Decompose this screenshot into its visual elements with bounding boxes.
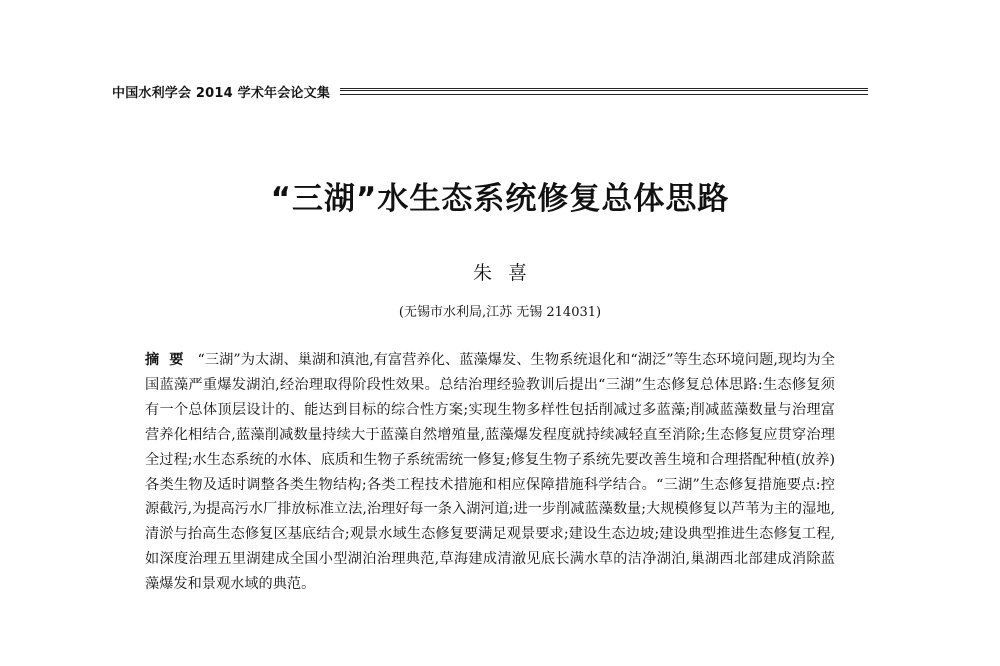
- abstract-label: 摘要: [145, 352, 194, 368]
- article-title: “三湖”水生态系统修复总体思路: [270, 181, 730, 217]
- abstract: [145, 348, 835, 597]
- abstract-text: “三湖”为太湖、巢湖和滇池,有富营养化、蓝藻爆发、生物系统退化和“湖泛”等生态环境问题,现均为全国蓝藻严重爆发湖泊,经治理取得阶段性效果。总结治理经验教训后提出“三湖”生态修复总体思路:生态修复须有一个总体顶层设计的、能达到目标的综合性方案;实现生物多样性包括削减过多蓝藻;削减蓝藻数量与治理富营养化相结合,蓝藻削减数量持续大于蓝藻自然增殖量,蓝藻爆发程度就持续减轻直至消除;生态修复应贯穿治理全过程;水生态系统的水体、底质和生物子系统需统一修复;修复生物子系统先要改善生境和合理搭配种植(放养)各类生物及适时调整各类生物结构;各类工程技术措施和相应保障措施科学结合。“三湖”生态修复措施要点:控源截污,为提高污水厂排放标准立法,治理好每一条入湖河道;进一步削减蓝藻数量;大规模修复以芦苇为主的湿地,清淤与抬高生态修复区基底结合;观景水域生态修复要满足观景要求;建设生态边坡;建设典型推进生态修复工程,如深度治理五里湖建成全国小型湖泊治理典范,草海建成清澈见底长满水草的洁净湖泊,巢湖西北部建成消除蓝藻爆发和景观水域的典范。: [145, 352, 835, 593]
- header-rule: [340, 88, 868, 95]
- journal-name: 中国水利学会 2014 学术年会论文集: [112, 85, 331, 101]
- author-affiliation: (无锡市水利局,江苏 无锡 214031): [398, 305, 602, 320]
- running-header: [112, 80, 868, 102]
- author-name: 朱喜: [472, 262, 543, 284]
